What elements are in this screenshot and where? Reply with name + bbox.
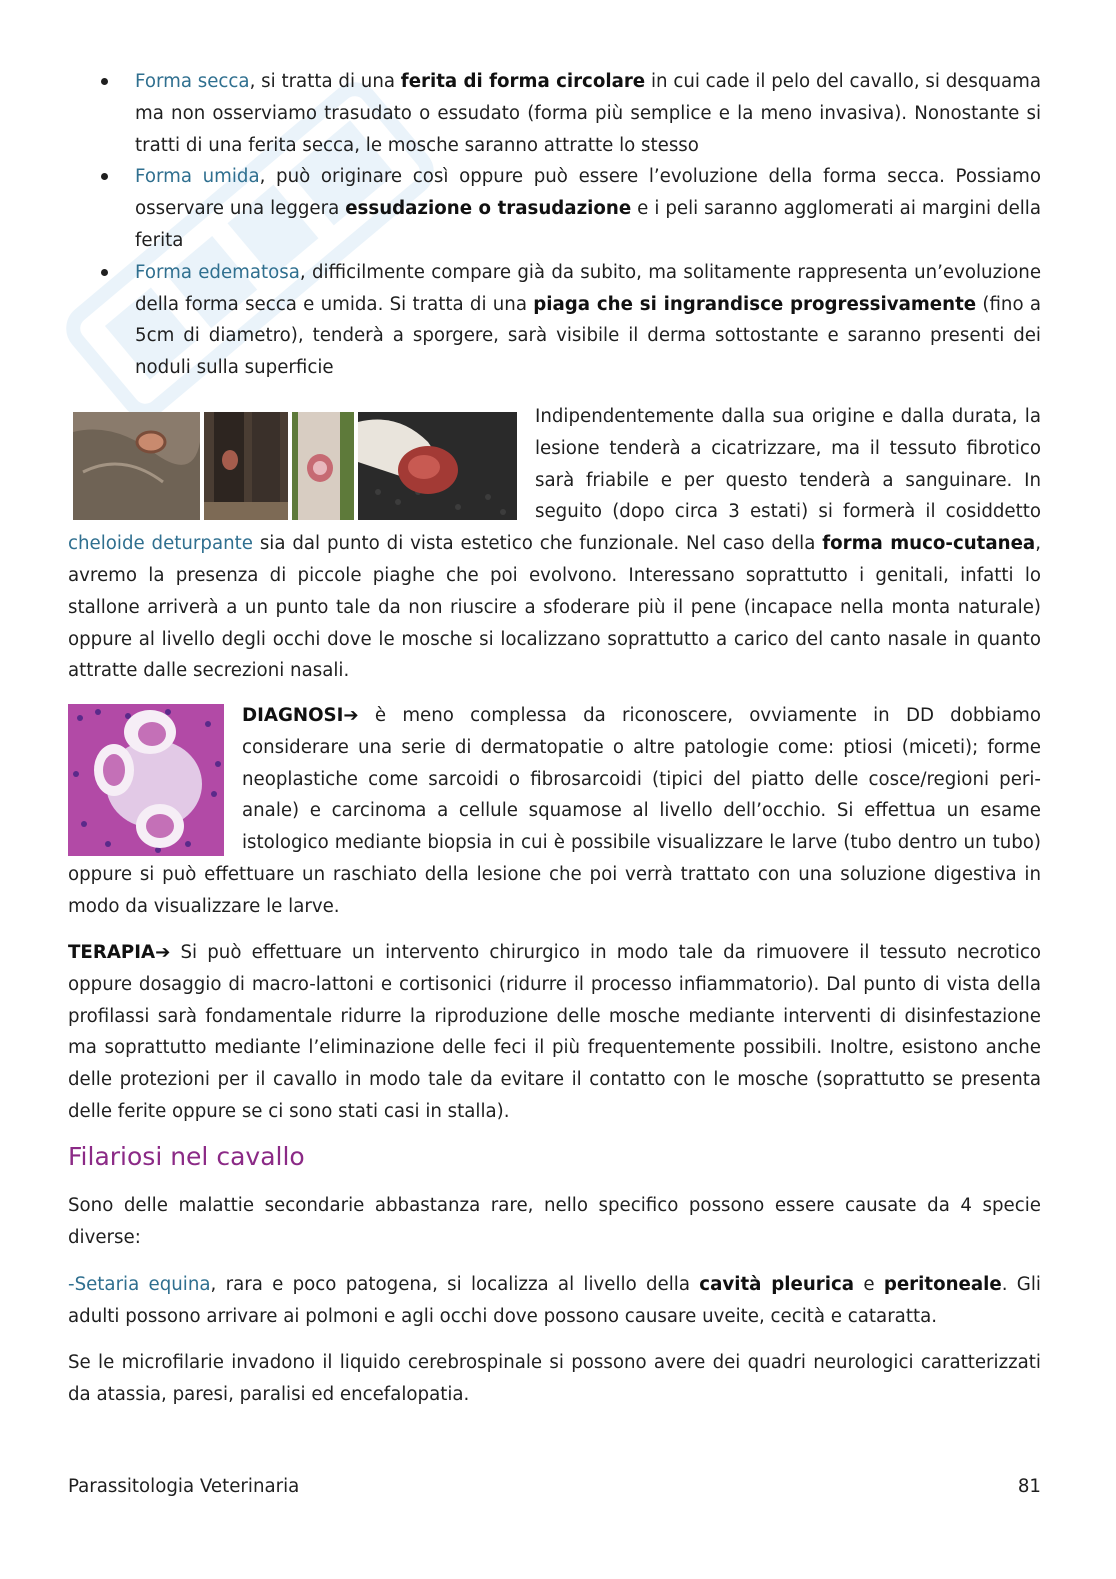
footer-title: Parassitologia Veterinaria <box>68 1476 300 1497</box>
paragraph-cicatrice <box>68 401 1041 687</box>
text-run: Indipendentemente dalla sua origine e dalla durata, la lesione tenderà a cicatrizzare, ma il tessuto fibrotico sarà friabile e per questo tenderà a sanguinare. In seguito (dopo circa 3 estati) si formerà il cosiddetto <box>535 406 1041 523</box>
section-title: Filariosi nel cavallo <box>68 1142 305 1171</box>
paragraph-terapia <box>68 937 1041 1128</box>
text-run: , avremo la presenza di piccole piaghe che poi evolvono. Interessano soprattutto i genitali, infatti lo stallone arriverà a un punto tale da non riuscire a sfoderare più il pene (incapace nella monta naturale) oppure al livello degli occhi dove le mosche si localizzano soprattutto a carico del canto nasale in quanto attratte dalle secrezioni nasali. <box>68 533 1041 682</box>
lesion-photo-3 <box>292 412 354 520</box>
paragraph-setaria <box>68 1269 1041 1333</box>
diagnosi-label: DIAGNOSI <box>242 705 344 726</box>
term-cheloide: cheloide deturpante <box>68 533 253 555</box>
histology-spacer <box>68 700 242 856</box>
list-item <box>68 66 1041 161</box>
lesion-photo-4 <box>358 412 517 520</box>
forms-list <box>68 66 1041 384</box>
list-item <box>68 257 1041 384</box>
text-run: . Gli adulti possono arrivare ai polmoni e agli occhi dove possono causare uveite, cecità e cataratta. <box>68 1274 1041 1327</box>
text-run: in cui cade il pelo del cavallo, si desquama ma non osserviamo trasudato o essudato (forma più semplice e la meno invasiva). Nonostante si tratti di una ferita secca, le mosche saranno attratte lo stesso <box>135 71 1041 156</box>
arrow-right-icon: ➔ <box>155 942 171 963</box>
term-forma-secca: Forma secca <box>135 71 250 92</box>
bold-run: essudazione o trasudazione <box>345 198 632 220</box>
paragraph-microfilarie: Se le microfilarie invadono il liquido cerebrospinale si possono avere dei quadri neurologici caratterizzati da atassia, paresi, paralisi ed encefalopatia. <box>68 1352 1041 1405</box>
text-run: sia dal punto di vista estetico che funzionale. Nel caso della <box>252 533 823 555</box>
bold-run: peritoneale <box>883 1274 1002 1295</box>
histology-image <box>68 704 224 856</box>
term-setaria: -Setaria equina <box>68 1274 211 1295</box>
lesion-photo-strip <box>73 412 535 520</box>
bold-run: ferita di forma circolare <box>400 71 646 92</box>
bullet-icon <box>101 173 108 180</box>
text-run: , difficilmente compare già da subito, ma solitamente rappresenta un’evoluzione della forma secca e umida. Si tratta di una <box>135 261 1042 315</box>
terapia-label: TERAPIA <box>68 942 156 963</box>
term-forma-umida: Forma umida <box>135 166 260 188</box>
text-run: , può originare così oppure può essere l’evoluzione della forma secca. Possiamo osservare una leggera <box>135 166 1041 220</box>
text-run: (fino a 5cm di diametro), tenderà a sporgere, sarà visibile il derma sottostante e saranno presenti dei noduli sulla superficie <box>135 293 1041 379</box>
text-run: e i peli saranno agglomerati ai margini della ferita <box>135 198 1042 251</box>
text-run: e <box>854 1274 884 1295</box>
bold-run: piaga che si ingrandisce progressivamente <box>533 293 977 315</box>
paragraph-diagnosi <box>68 700 1041 923</box>
bullet-icon <box>101 78 108 85</box>
list-item <box>68 161 1041 256</box>
lesion-photo-2 <box>204 412 288 520</box>
text-run: è meno complessa da riconoscere, ovviamente in DD dobbiamo considerare una serie di dermatopatie o altre patologie come: ptiosi (miceti); forme neoplastiche come sarcoidi o fibrosarcoidi (tipici del piatto delle cosce/regioni peri-anale) e carcinoma a cellule squamose al livello dell’occhio. Si effettua un esame istologico mediante biopsia in cui è possibile visualizzare le larve (tubo dentro un tubo) oppure si può effettuare un raschiato della lesione che poi verrà trattato con una soluzione digestiva in modo da visualizzare le larve. <box>68 705 1041 917</box>
bullet-icon <box>101 269 108 276</box>
text-run: , rara e poco patogena, si localizza al livello della <box>210 1274 700 1295</box>
page-number: 81 <box>1017 1476 1041 1497</box>
text-run: Si può effettuare un intervento chirurgico in modo tale da rimuovere il tessuto necrotico oppure dosaggio di macro-lattoni e cortisonici (ridurre il processo infiammatorio). Dal punto di vista della profilassi sarà fondamentale ridurre la riproduzione delle mosche mediante interventi di disinfestazione ma soprattutto mediante l’eliminazione delle feci il più frequentemente possibili. Inoltre, esistono anche delle protezioni per il cavallo in modo tale da evitare il contatto con le mosche (soprattutto se presenta delle ferite oppure se ci sono stati casi in stalla). <box>68 942 1041 1122</box>
photo-strip-spacer <box>68 401 535 525</box>
term-forma-edematosa: Forma edematosa <box>135 261 300 283</box>
lesion-photo-1 <box>73 412 200 520</box>
bold-run: cavità pleurica <box>699 1274 855 1295</box>
arrow-right-icon: ➔ <box>343 705 359 726</box>
bold-run: forma muco-cutanea <box>822 533 1036 555</box>
paragraph-intro: Sono delle malattie secondarie abbastanza rare, nello specifico possono essere causate da 4 specie diverse: <box>68 1195 1041 1248</box>
text-run: , si tratta di una <box>249 71 401 92</box>
